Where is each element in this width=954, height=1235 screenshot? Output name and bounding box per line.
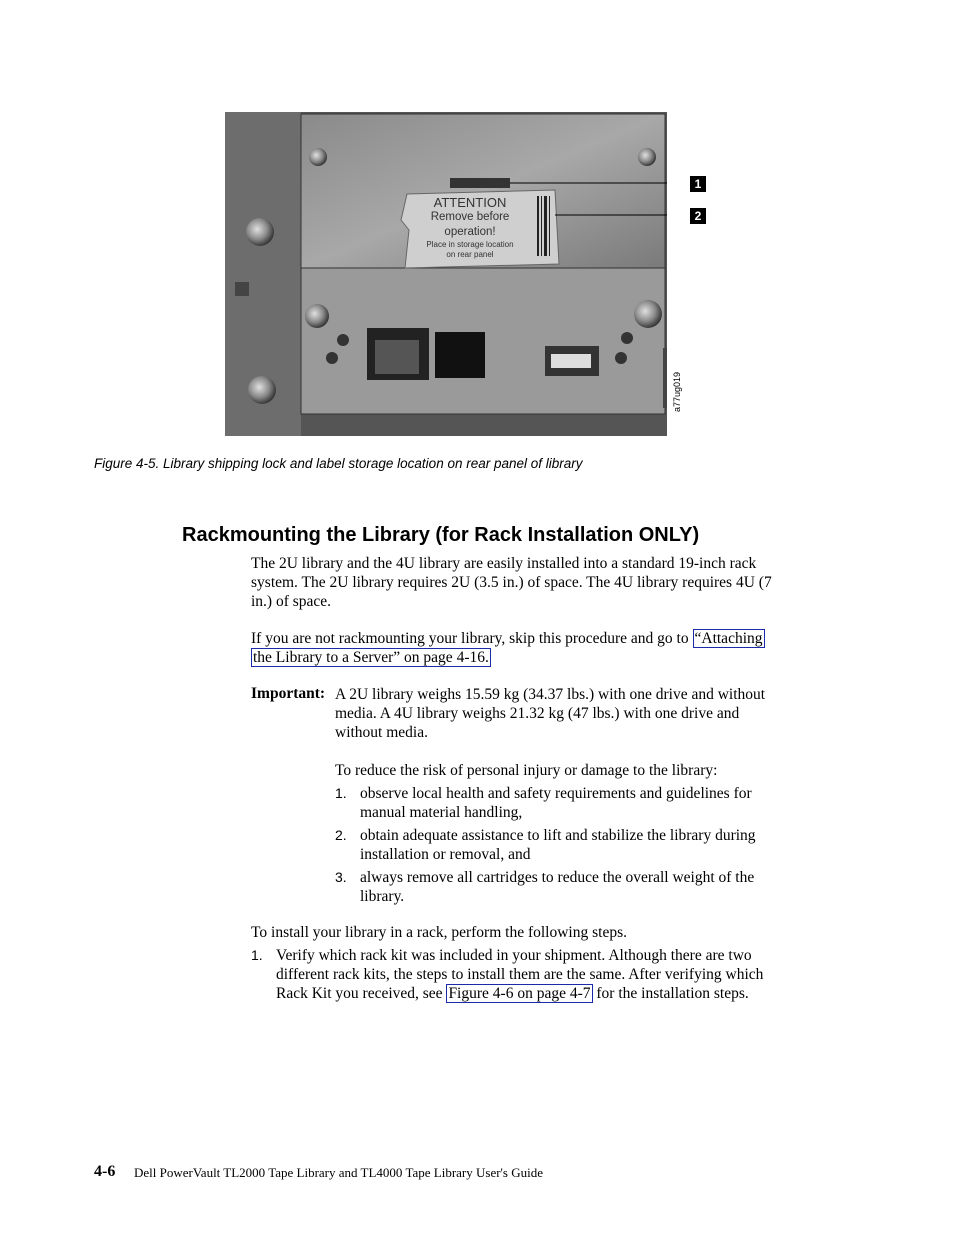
text-line: The 2U library and the 4U library are easily installed into a standard 19-inch rack (251, 555, 757, 572)
figure-id-text: a77ug019 (672, 371, 682, 412)
list-item (335, 784, 835, 822)
skip-paragraph (251, 629, 841, 667)
list-number: 3. (335, 869, 347, 885)
list-number: 2. (335, 827, 347, 843)
skip-text: If you are not rackmounting your library, skip this procedure and go to (251, 630, 689, 647)
text-line: obtain adequate assistance to lift and stabilize the library during (360, 827, 756, 844)
step-item (251, 946, 841, 1003)
list-number: 1. (335, 785, 347, 801)
text-line: media. A 4U library weighs 21.32 kg (47 lbs.) with one drive and (335, 705, 740, 722)
library-rear-panel-photo (225, 112, 667, 436)
list-item (335, 868, 835, 906)
text-line: different rack kits, the steps to install them are the same. After verifying which (276, 966, 764, 983)
label-line: on rear panel (446, 250, 494, 259)
text-line: always remove all cartridges to reduce the overall weight of the (360, 869, 755, 886)
label-line: Remove before (430, 211, 510, 223)
list-item (335, 826, 835, 864)
label-line: Place in storage location (426, 240, 514, 249)
figure-caption: Figure 4-5. Library shipping lock and label storage location on rear panel of library (94, 456, 583, 471)
text-line: A 2U library weighs 15.59 kg (34.37 lbs.) with one drive and without (335, 686, 766, 703)
attaching-library-link[interactable]: “Attaching (694, 630, 763, 647)
step-number: 1. (251, 947, 263, 963)
page-number: 4-6 (94, 1163, 116, 1180)
callout-1: 1 (690, 176, 706, 192)
section-heading: Rackmounting the Library (for Rack Installation ONLY) (182, 524, 700, 546)
intro-paragraph (251, 554, 841, 611)
label-line: ATTENTION (433, 195, 507, 210)
callout-2: 2 (690, 208, 706, 224)
steps-intro: To install your library in a rack, perform the following steps. (251, 924, 627, 941)
figure-id (668, 368, 688, 414)
footer-title: Dell PowerVault TL2000 Tape Library and TL4000 Tape Library User's Guide (134, 1165, 543, 1180)
important-note (335, 685, 835, 906)
text-line: system. The 2U library requires 2U (3.5 in.) of space. The 4U library requires 4U (7 (251, 574, 772, 591)
text-line: without media. (335, 724, 428, 741)
important-label: Important: (251, 685, 326, 702)
attaching-library-link-cont[interactable]: the Library to a Server” on page 4-16. (253, 649, 489, 666)
label-line: operation! (444, 225, 496, 238)
text-fragment: for the installation steps. (596, 985, 749, 1002)
risk-intro: To reduce the risk of personal injury or damage to the library: (335, 762, 718, 779)
attention-label (425, 196, 515, 259)
text-line: in.) of space. (251, 593, 332, 610)
text-line: observe local health and safety requirements and guidelines for (360, 785, 752, 802)
text-line: library. (360, 888, 405, 905)
text-fragment: Rack Kit you received, see (276, 985, 443, 1002)
text-line: installation or removal, and (360, 846, 531, 863)
text-line: manual material handling, (360, 804, 523, 821)
figure-4-6-link[interactable]: Figure 4-6 on page 4-7 (448, 985, 591, 1002)
text-line: Verify which rack kit was included in your shipment. Although there are two (276, 947, 752, 964)
